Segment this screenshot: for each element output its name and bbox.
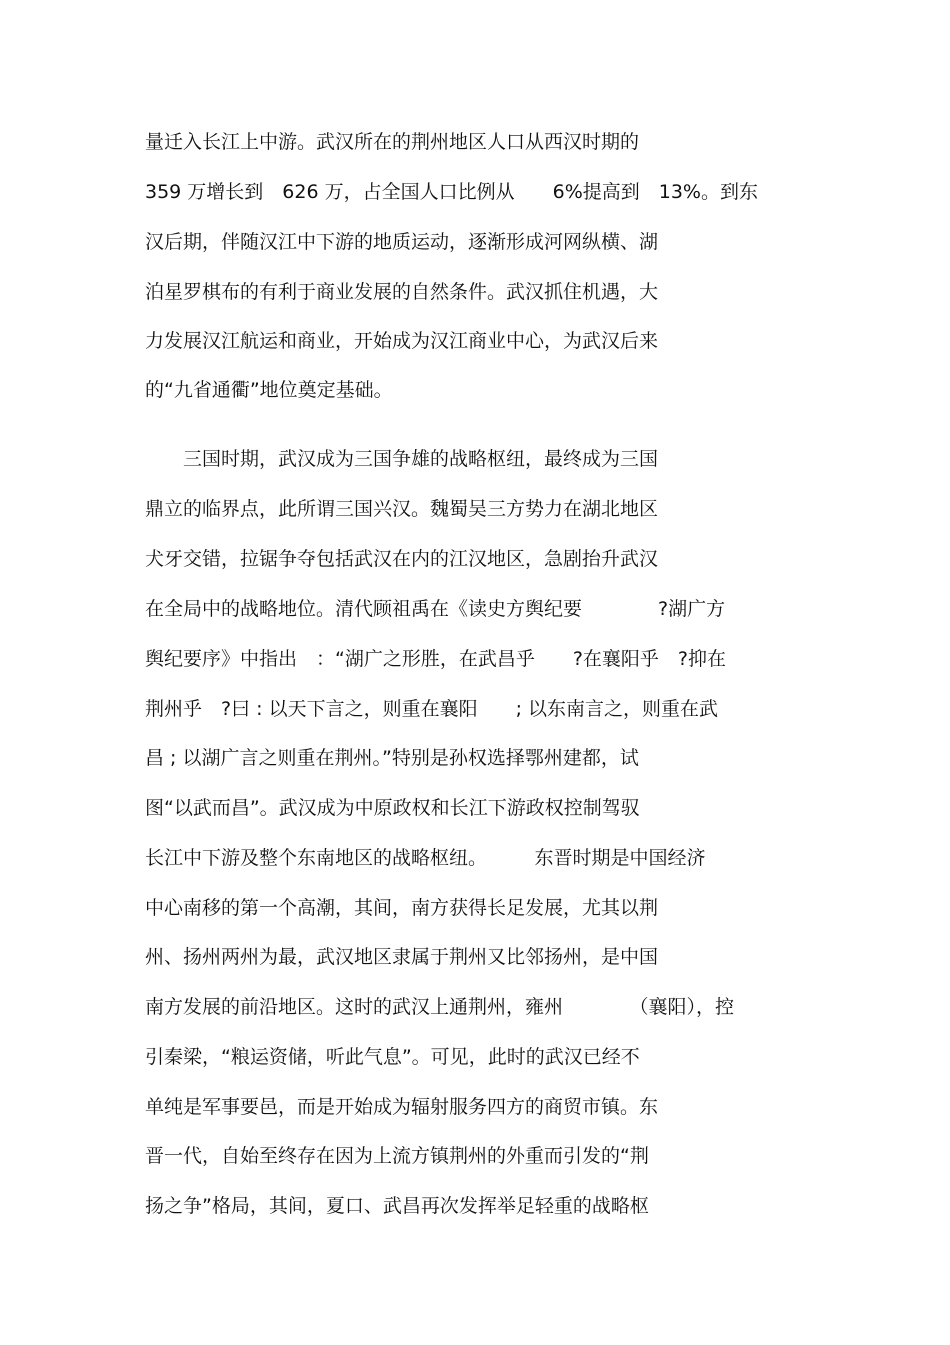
text-line: 引秦梁，“粮运资储，听此气息”。可见，此时的武汉已经不 [145, 1046, 640, 1068]
text-line: 中心南移的第一个高潮，其间，南方获得长足发展，尤其以荆 [145, 897, 659, 919]
text-line: 359 万增长到 626 万，占全国人口比例从 6%提高到 13%。到东 [145, 181, 758, 203]
text-line: 力发展汉江航运和商业，开始成为汉江商业中心，为武汉后来 [145, 330, 659, 352]
text-line: 的“九省通衢”地位奠定基础。 [145, 379, 393, 401]
text-line: 量迁入长江上中游。武汉所在的荆州地区人口从西汉时期的 [145, 131, 640, 153]
text-line: 鼎立的临界点，此所谓三国兴汉。魏蜀吴三方势力在湖北地区 [145, 498, 659, 520]
text-line: 晋一代，自始至终存在因为上流方镇荆州的外重而引发的“荆 [145, 1145, 649, 1167]
text-line: 三国时期，武汉成为三国争雄的战略枢纽，最终成为三国 [145, 448, 659, 470]
text-line: 南方发展的前沿地区。这时的武汉上通荆州，雍州 （襄阳），控 [145, 996, 735, 1018]
text-line: 扬之争”格局，其间，夏口、武昌再次发挥举足轻重的战略枢 [145, 1195, 649, 1217]
text-line: 单纯是军事要邑，而是开始成为辐射服务四方的商贸市镇。东 [145, 1096, 659, 1118]
text-line: 汉后期，伴随汉江中下游的地质运动，逐渐形成河网纵横、湖 [145, 231, 659, 253]
text-line: 荆州乎 ?曰 : 以天下言之，则重在襄阳 ; 以东南言之，则重在武 [145, 698, 719, 720]
text-line: 舆纪要序》中指出 ：“湖广之形胜，在武昌乎 ?在襄阳乎 ?抑在 [145, 648, 727, 670]
text-line: 昌 ; 以湖广言之则重在荆州。”特别是孙权选择鄂州建都，试 [145, 747, 639, 769]
text-line: 图“以武而昌”。武汉成为中原政权和长江下游政权控制驾驭 [145, 797, 640, 819]
text-line: 长江中下游及整个东南地区的战略枢纽。 东晋时期是中国经济 [145, 847, 706, 869]
text-line: 在全局中的战略地位。清代顾祖禹在《读史方舆纪要 ?湖广方 [145, 598, 726, 620]
text-line: 泊星罗棋布的有利于商业发展的自然条件。武汉抓住机遇，大 [145, 281, 659, 303]
text-line: 犬牙交错，拉锯争夺包括武汉在内的江汉地区，急剧抬升武汉 [145, 548, 659, 570]
text-line: 州、扬州两州为最，武汉地区隶属于荆州又比邻扬州，是中国 [145, 946, 659, 968]
